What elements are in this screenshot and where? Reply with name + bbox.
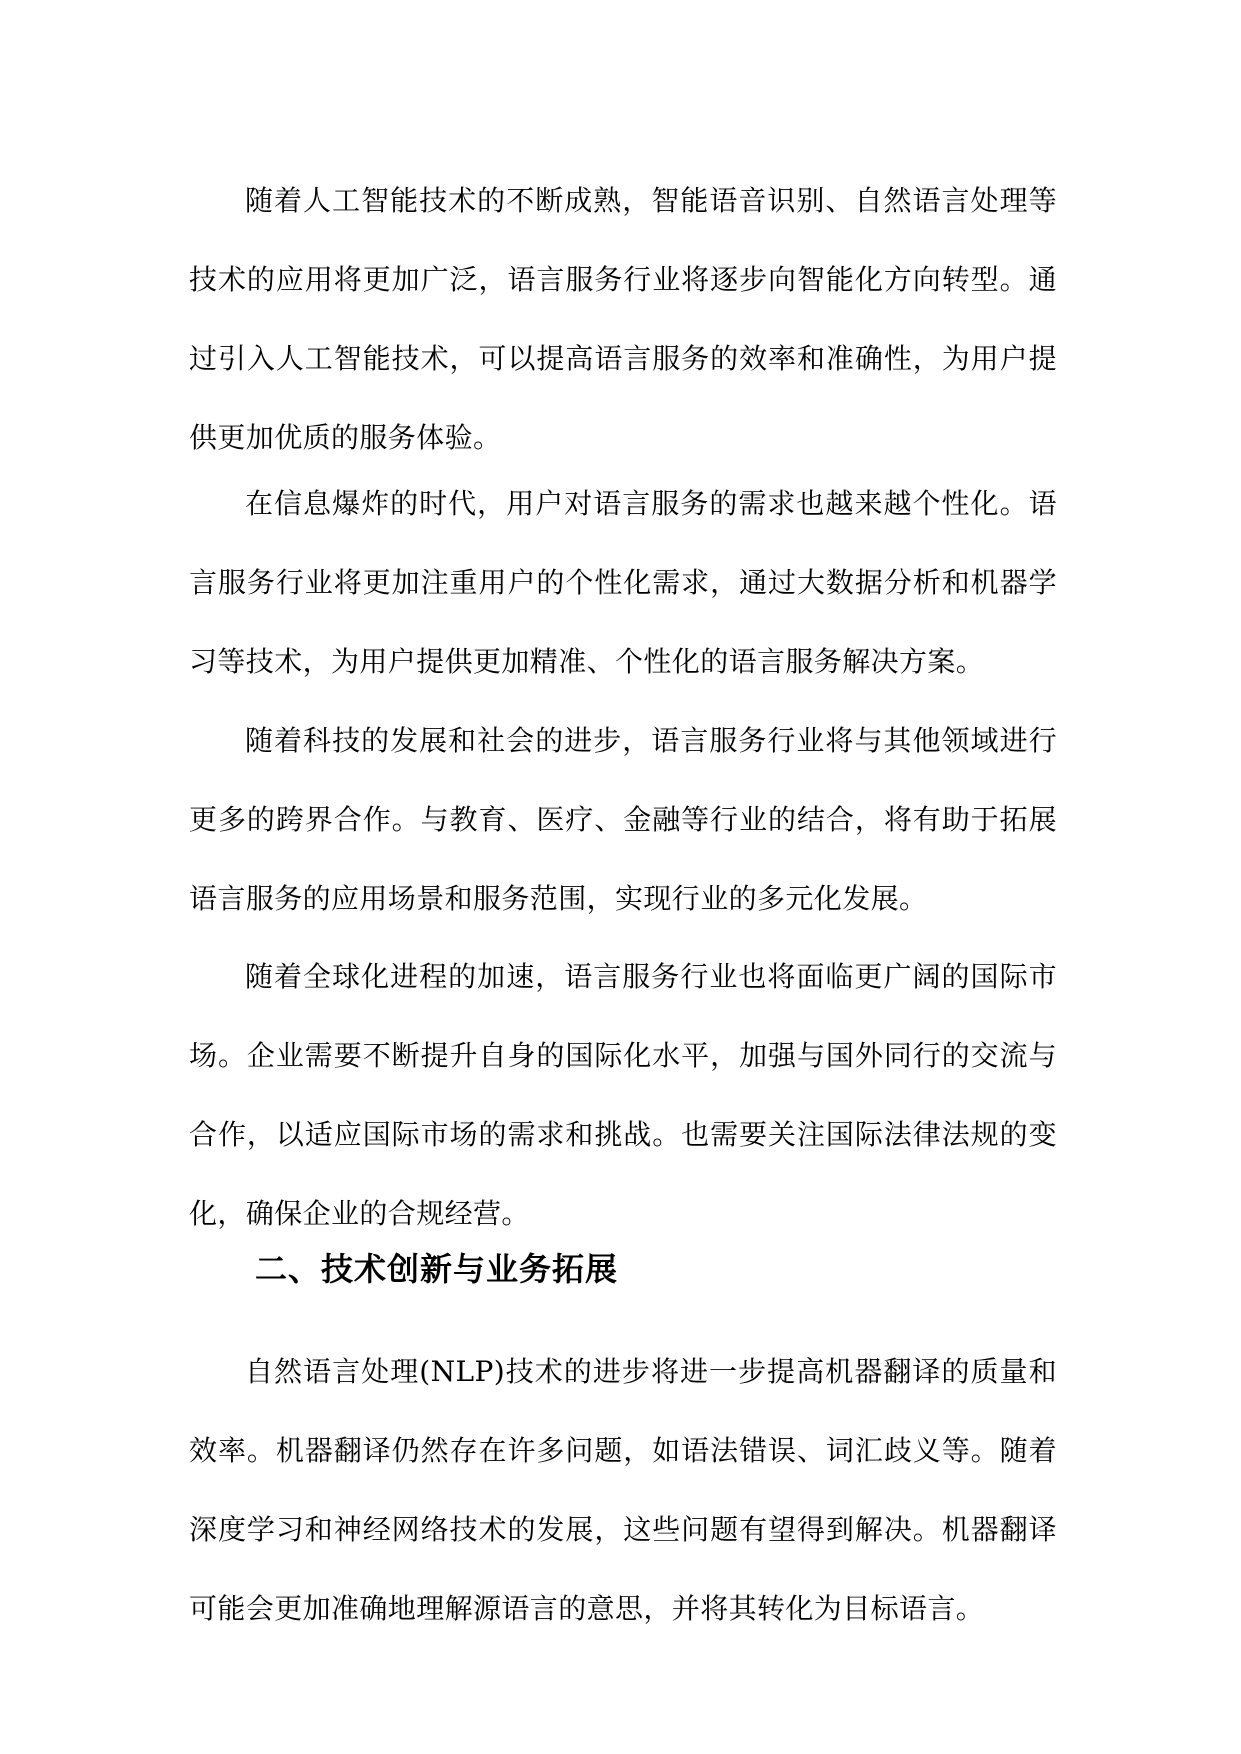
body-paragraph: 随着科技的发展和社会的进步，语言服务行业将与其他领域进行更多的跨界合作。与教育、医疗、金融等行业的结合，将有助于拓展语言服务的应用场景和服务范围，实现行业的多元化发展。 [189,724,1057,915]
body-paragraph: 随着全球化进程的加速，语言服务行业也将面临更广阔的国际市场。企业需要不断提升自身的国际化水平，加强与国外同行的交流与合作，以适应国际市场的需求和挑战。也需要关注国际法律法规的变化，确保企业的合规经营。 [189,960,1057,1230]
section-paragraph: 自然语言处理(NLP)技术的进步将进一步提高机器翻译的质量和效率。机器翻译仍然存在许多问题，如语法错误、词汇歧义等。随着深度学习和神经网络技术的发展，这些问题有望得到解决。机器翻译可能会更加准确地理解源语言的意思，并将其转化为目标语言。 [189,1355,1057,1625]
body-paragraph: 随着人工智能技术的不断成熟，智能语音识别、自然语言处理等技术的应用将更加广泛，语言服务行业将逐步向智能化方向转型。通过引入人工智能技术，可以提高语言服务的效率和准确性，为用户提供更加优质的服务体验。 [189,184,1057,454]
body-paragraph: 在信息爆炸的时代，用户对语言服务的需求也越来越个性化。语言服务行业将更加注重用户的个性化需求，通过大数据分析和机器学习等技术，为用户提供更加精准、个性化的语言服务解决方案。 [189,487,1057,678]
section-heading: 二、技术创新与业务拓展 [255,1249,619,1288]
